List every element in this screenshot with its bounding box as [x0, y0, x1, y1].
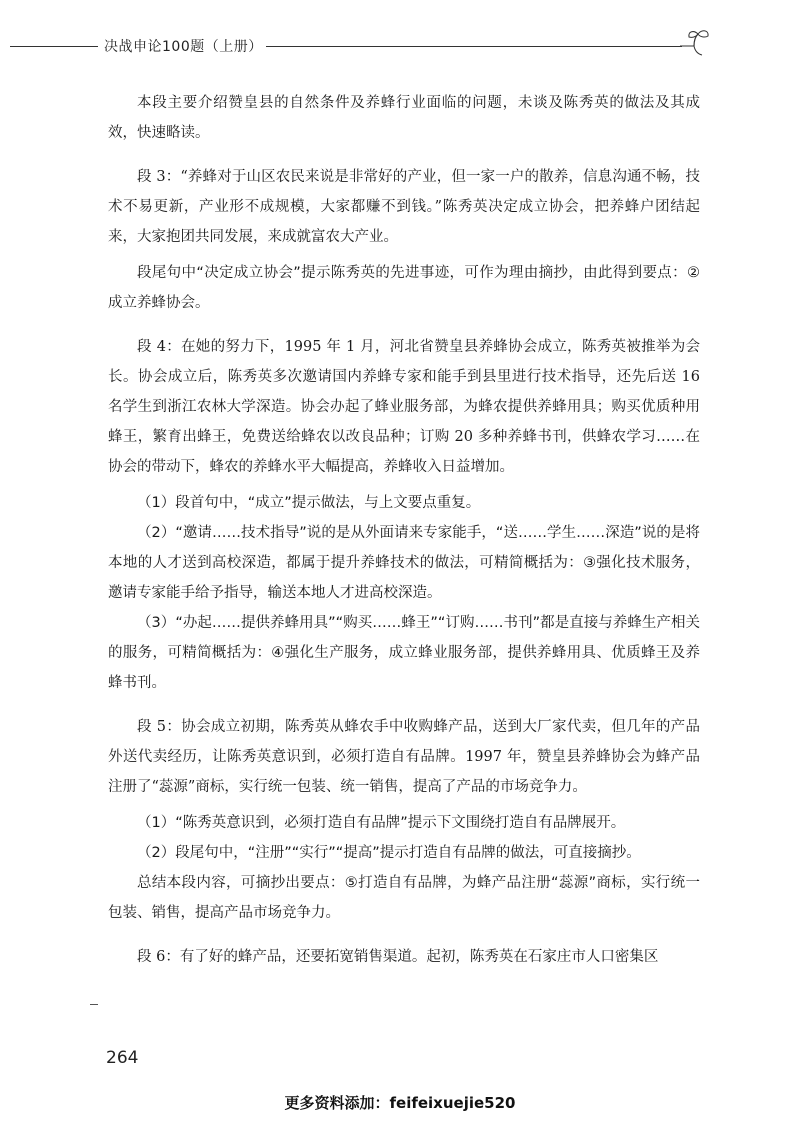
- source-paragraph-5: 段 5：协会成立初期，陈秀英从蜂农手中收购蜂产品，送到大厂家代卖，但几年的产品外送代卖经历，让陈秀英意识到，必须打造自有品牌。1997 年，赞皇县养蜂协会为蜂产品注册了“蕊源”商标，实行统一包装、统一销售，提高了产品的市场竞争力。: [108, 719, 700, 795]
- sprout-icon: [680, 28, 714, 58]
- analysis-paragraph-2: 段尾句中“决定成立协会”提示陈秀英的先进事迹，可作为理由摘抄，由此得到要点：②成立养蜂协会。: [108, 265, 700, 311]
- source-paragraph-6: 段 6：有了好的蜂产品，还要拓宽销售渠道。起初，陈秀英在石家庄市人口密集区: [137, 949, 659, 965]
- source-paragraph-4: 段 4：在她的努力下，1995 年 1 月，河北省赞皇县养蜂协会成立，陈秀英被推举为会长。协会成立后，陈秀英多次邀请国内养蜂专家和能手到县里进行技术指导，还先后送 16 名学生到浙江农林大学深造。协会办起了蜂业服务部，为蜂农提供养蜂用具；购买优质种用蜂王，繁育出蜂王，免费送给蜂农以改良品种；订购 20 多种养蜂书刊，供蜂农学习……在协会的带动下，蜂农的养蜂水平大幅提高，养蜂收入日益增加。: [108, 339, 700, 475]
- summary-paragraph: 总结本段内容，可摘抄出要点：⑤打造自有品牌，为蜂产品注册“蕊源”商标，实行统一包装、销售，提高产品市场竞争力。: [108, 875, 700, 921]
- page-number: 264: [106, 1048, 139, 1068]
- running-header: [0, 28, 800, 64]
- page-body: [108, 88, 700, 972]
- analysis-item-4: （1）“陈秀英意识到，必须打造自有品牌”提示下文围绕打造自有品牌展开。: [137, 815, 626, 831]
- header-rule-left: [10, 46, 98, 47]
- analysis-item-3: （3）“办起……提供养蜂用具”“购买……蜂王”“订购……书刊”都是直接与养蜂生产相关的服务，可精简概括为：④强化生产服务，成立蜂业服务部，提供养蜂用具、优质蜂王及养蜂书刊。: [108, 615, 700, 691]
- analysis-paragraph-1: 本段主要介绍赞皇县的自然条件及养蜂行业面临的问题，未谈及陈秀英的做法及其成效，快速略读。: [108, 95, 700, 141]
- analysis-item-1: （1）段首句中，“成立”提示做法，与上文要点重复。: [137, 495, 481, 511]
- analysis-item-2: （2）“邀请……技术指导”说的是从外面请来专家能手，“送……学生……深造”说的是将本地的人才送到高校深造，都属于提升养蜂技术的做法，可精简概括为：③强化技术服务，邀请专家能手给予指导，输送本地人才进高校深造。: [108, 525, 700, 601]
- book-title: 决战申论100题（上册）: [104, 39, 263, 55]
- header-rule-right: [266, 46, 682, 47]
- footer-note: 更多资料添加：feifeixuejie520: [284, 1094, 516, 1112]
- analysis-item-5: （2）段尾句中，“注册”“实行”“提高”提示打造自有品牌的做法，可直接摘抄。: [137, 845, 641, 861]
- margin-mark: [90, 1004, 98, 1005]
- source-paragraph-3: 段 3：“养蜂对于山区农民来说是非常好的产业，但一家一户的散养，信息沟通不畅，技术不易更新，产业形不成规模，大家都赚不到钱。”陈秀英决定成立协会，把养蜂户团结起来，大家抱团共同发展，来成就富农大产业。: [108, 169, 700, 245]
